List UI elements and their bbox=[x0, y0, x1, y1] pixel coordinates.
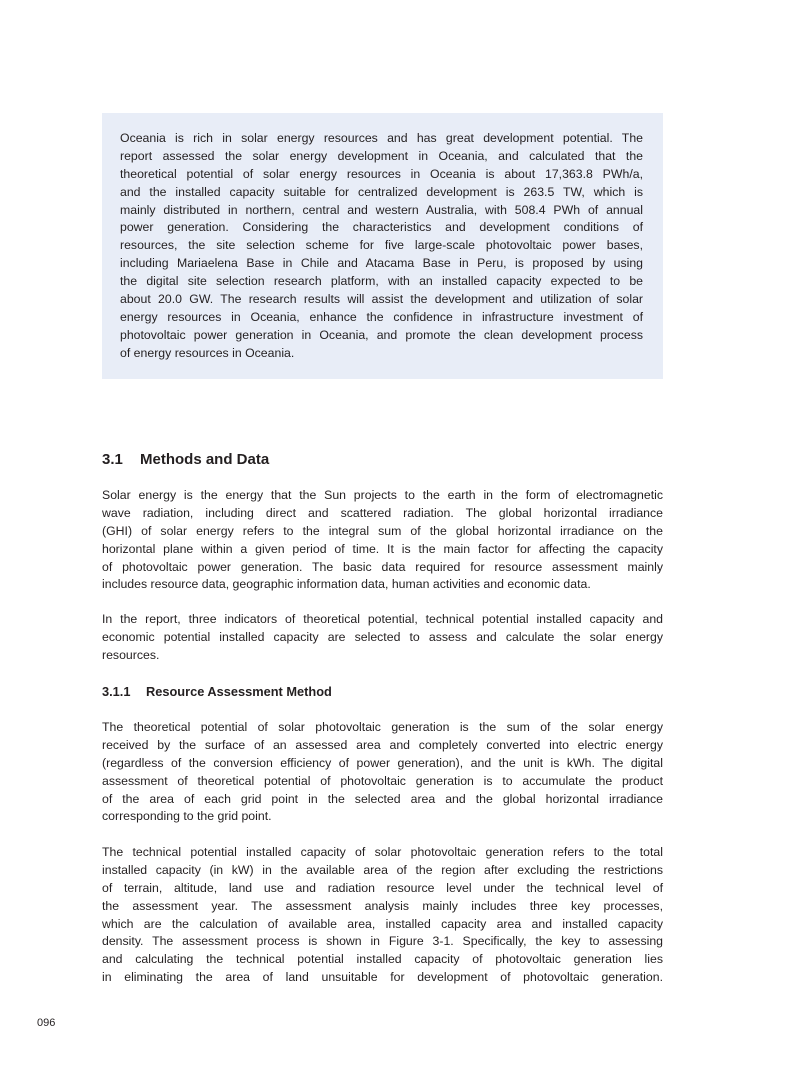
paragraph bbox=[102, 719, 663, 826]
text-line: report assessed the solar energy development in Oceania, and calculated that the bbox=[120, 148, 643, 163]
text-line: power generation. Considering the characteristics and development conditions of bbox=[120, 220, 643, 235]
paragraph bbox=[102, 486, 663, 593]
text-line: horizontal plane within a given period of time. It is the main factor for affecting the capacity bbox=[102, 541, 663, 556]
subsection-heading bbox=[102, 684, 332, 699]
text-line: of the area of each grid point in the selected area and the global horizontal irradiance bbox=[102, 791, 663, 806]
text-line: the assessment year. The assessment analysis mainly includes three key processes, bbox=[102, 898, 663, 913]
text-line: installed capacity (in kW) in the available area of the region after excluding the restrictions bbox=[102, 862, 663, 877]
paragraph bbox=[102, 844, 663, 987]
abstract-text bbox=[120, 130, 643, 363]
text-line: resources. bbox=[102, 647, 160, 662]
text-line: theoretical potential of solar energy resources in Oceania is about 17,363.8 PWh/a, bbox=[120, 166, 643, 181]
text-line: which are the calculation of available area, installed capacity area and installed capacity bbox=[102, 916, 663, 931]
text-line: Solar energy is the energy that the Sun projects to the earth in the form of electromagnetic bbox=[102, 488, 663, 502]
text-line: In the report, three indicators of theoretical potential, technical potential installed capacity and bbox=[102, 612, 663, 626]
text-line: including Mariaelena Base in Chile and Atacama Base in Peru, is proposed by using bbox=[120, 256, 643, 271]
text-line: energy resources in Oceania, enhance the confidence in infrastructure investment of bbox=[120, 309, 643, 324]
text-line: photovoltaic power generation in Oceania, and promote the clean development process bbox=[120, 327, 643, 342]
text-line: The technical potential installed capacity of solar photovoltaic generation refers to the total bbox=[102, 845, 663, 859]
text-line: of energy resources in Oceania. bbox=[120, 345, 295, 360]
text-line: wave radiation, including direct and scattered radiation. The global horizontal irradiance bbox=[102, 505, 663, 520]
section-heading bbox=[102, 451, 269, 468]
page-number: 096 bbox=[37, 1017, 56, 1029]
text-line: corresponding to the grid point. bbox=[102, 809, 272, 824]
text-line: and calculating the technical potential installed capacity of photovoltaic generation lies bbox=[102, 952, 663, 967]
text-line: resources, the site selection scheme for five large-scale photovoltaic power bases, bbox=[120, 238, 643, 253]
text-line: economic potential installed capacity are selected to assess and calculate the solar energy bbox=[102, 629, 663, 644]
text-line: of photovoltaic power generation. The basic data required for resource assessment mainly bbox=[102, 559, 663, 574]
text-line: and the installed capacity suitable for centralized development is 263.5 TW, which is bbox=[120, 184, 643, 199]
text-line: (regardless of the conversion efficiency of power generation), and the unit is kWh. The digital bbox=[102, 755, 663, 770]
text-line: assessment of theoretical potential of photovoltaic generation is to accumulate the product bbox=[102, 773, 663, 788]
text-line: Oceania is rich in solar energy resources and has great development potential. The bbox=[120, 131, 643, 145]
text-line: (GHI) of solar energy refers to the integral sum of the global horizontal irradiance on the bbox=[102, 523, 663, 538]
subsection-number: 3.1.1 bbox=[102, 684, 131, 699]
section-number: 3.1 bbox=[102, 451, 123, 468]
text-line: density. The assessment process is shown in Figure 3-1. Specifically, the key to assessing bbox=[102, 934, 663, 949]
text-line: in eliminating the area of land unsuitable for development of photovoltaic generation. bbox=[102, 970, 663, 985]
text-line: about 20.0 GW. The research results will assist the development and utilization of solar bbox=[120, 292, 643, 307]
paragraph bbox=[102, 611, 663, 665]
text-line: includes resource data, geographic information data, human activities and economic data. bbox=[102, 577, 591, 592]
subsection-title: Resource Assessment Method bbox=[146, 684, 332, 699]
text-line: The theoretical potential of solar photovoltaic generation is the sum of the solar energy bbox=[102, 720, 663, 734]
text-line: of terrain, altitude, land use and radiation resource level under the technical level of bbox=[102, 880, 663, 895]
text-line: the digital site selection research platform, with an installed capacity expected to be bbox=[120, 274, 643, 289]
text-line: mainly distributed in northern, central and western Australia, with 508.4 PWh of annual bbox=[120, 202, 643, 217]
text-line: received by the surface of an assessed area and completely converted into electric energy bbox=[102, 737, 663, 752]
section-title: Methods and Data bbox=[140, 451, 270, 468]
